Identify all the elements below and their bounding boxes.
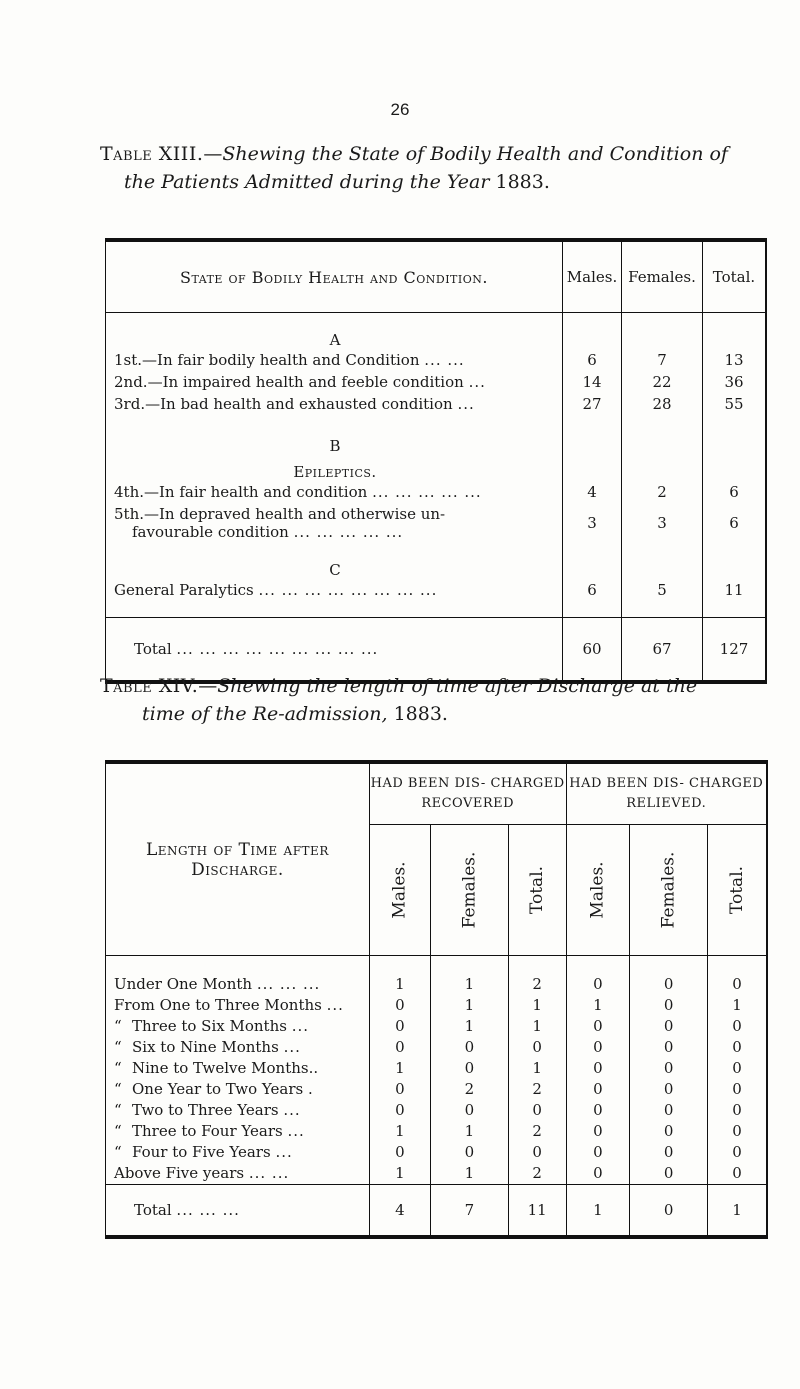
table-row [106, 579, 767, 618]
cell-relieved-males: 0 [566, 1100, 630, 1121]
sub-header-females: Females. [630, 825, 708, 956]
table-13-caption [100, 140, 760, 196]
cell-recovered-females: 2 [431, 1079, 509, 1100]
cell-recovered-females: 1 [431, 956, 509, 996]
total-label: Total [134, 1201, 172, 1219]
cell-recovered-males: 0 [369, 995, 430, 1016]
table-row [106, 995, 768, 1016]
cell-relieved-total: 0 [708, 1037, 768, 1058]
ditto-mark: “ [114, 1038, 122, 1056]
cell-recovered-males: 0 [369, 1100, 430, 1121]
cell-recovered-total: 0 [508, 1037, 566, 1058]
cell-recovered-total: 1 [508, 1058, 566, 1079]
cell-relieved-males: 0 [566, 1142, 630, 1163]
row-label: 1st.—In fair bodily health and Condition [114, 351, 420, 369]
row-leader: ... [275, 1143, 293, 1161]
caption-title-line-1: Shewing the State of Bodily Health and Condition of [222, 143, 728, 165]
caption-dash: — [203, 143, 223, 165]
cell-relieved-total: 0 [708, 1142, 768, 1163]
table-row [106, 481, 767, 503]
row-label: 4th.—In fair health and condition [114, 483, 368, 501]
table-row [106, 956, 768, 996]
cell-recovered-total: 0 [508, 1142, 566, 1163]
table-row [106, 1079, 768, 1100]
cell-relieved-females: 0 [630, 1016, 708, 1037]
row-label: 2nd.—In impaired health and feeble condition [114, 373, 464, 391]
ditto-mark: “ [114, 1059, 122, 1077]
cell-recovered-total: 2 [508, 1079, 566, 1100]
cell-total: 13 [703, 349, 767, 371]
cell-relieved-males: 0 [566, 956, 630, 996]
group-b-label: B [329, 437, 341, 455]
cell-recovered-total: 1 [508, 1016, 566, 1037]
ditto-mark: “ [114, 1101, 122, 1119]
table-row [106, 1142, 768, 1163]
row-label: One Year to Two Years . [132, 1080, 313, 1098]
sub-header-females: Females. [431, 825, 509, 956]
cell-recovered-total: 2 [508, 1163, 566, 1185]
cell-relieved-total: 0 [708, 1100, 768, 1121]
total-relieved-males: 1 [566, 1185, 630, 1238]
cell-recovered-males: 0 [369, 1037, 430, 1058]
row-leader: ... ... ... ... ... ... ... ... ... [176, 640, 379, 658]
table-row [106, 1100, 768, 1121]
row-leader: ... [457, 395, 475, 413]
total-females: 67 [622, 618, 703, 683]
cell-relieved-females: 0 [630, 1142, 708, 1163]
header-total: Total. [703, 240, 767, 313]
cell-relieved-total: 0 [708, 1058, 768, 1079]
table-14 [105, 760, 768, 1239]
total-total: 127 [703, 618, 767, 683]
cell-males: 14 [563, 371, 622, 393]
header-length: Length of Time after Discharge. [106, 762, 370, 956]
total-label: Total [134, 640, 172, 658]
cell-relieved-total: 0 [708, 1163, 768, 1185]
row-label: 3rd.—In bad health and exhausted condition [114, 395, 453, 413]
row-label: Three to Four Years [132, 1122, 283, 1140]
cell-relieved-males: 0 [566, 1079, 630, 1100]
cell-relieved-males: 1 [566, 995, 630, 1016]
row-label: Four to Five Years [132, 1143, 271, 1161]
cell-recovered-total: 2 [508, 1121, 566, 1142]
cell-relieved-males: 0 [566, 1058, 630, 1079]
row-leader: ... ... ... ... ... [372, 483, 482, 501]
cell-total: 36 [703, 371, 767, 393]
cell-relieved-males: 0 [566, 1163, 630, 1185]
cell-males: 3 [563, 503, 622, 543]
cell-recovered-males: 1 [369, 1058, 430, 1079]
cell-total: 6 [703, 481, 767, 503]
table-row [106, 1058, 768, 1079]
table-row [106, 371, 767, 393]
cell-relieved-males: 0 [566, 1016, 630, 1037]
sub-header-males: Males. [566, 825, 630, 956]
cell-relieved-males: 0 [566, 1121, 630, 1142]
cell-relieved-females: 0 [630, 1163, 708, 1185]
cell-total: 6 [703, 503, 767, 543]
row-label: Nine to Twelve Months.. [132, 1059, 319, 1077]
total-males: 60 [563, 618, 622, 683]
ditto-mark: “ [114, 1080, 122, 1098]
header-recovered: HAD BEEN DIS- CHARGED RECOVERED [369, 762, 566, 825]
caption-title-line-1: Shewing the length of time after Discharge at the [217, 675, 698, 697]
cell-relieved-females: 0 [630, 1037, 708, 1058]
sub-header-total: Total. [708, 825, 768, 956]
total-recovered-females: 7 [431, 1185, 509, 1238]
cell-recovered-total: 1 [508, 995, 566, 1016]
cell-relieved-females: 0 [630, 995, 708, 1016]
cell-females: 3 [622, 503, 703, 543]
caption-year: 1883. [393, 703, 448, 725]
cell-total: 55 [703, 393, 767, 415]
ditto-mark: “ [114, 1017, 122, 1035]
cell-females: 5 [622, 579, 703, 618]
row-label: Three to Six Months [132, 1017, 287, 1035]
cell-recovered-males: 0 [369, 1142, 430, 1163]
total-recovered-males: 4 [369, 1185, 430, 1238]
cell-recovered-males: 1 [369, 1121, 430, 1142]
total-recovered-total: 11 [508, 1185, 566, 1238]
cell-relieved-total: 0 [708, 1079, 768, 1100]
cell-relieved-total: 0 [708, 1121, 768, 1142]
cell-females: 7 [622, 349, 703, 371]
header-state: State of Bodily Health and Condition. [106, 240, 563, 313]
cell-recovered-males: 0 [369, 1079, 430, 1100]
cell-recovered-females: 0 [431, 1100, 509, 1121]
header-relieved: HAD BEEN DIS- CHARGED RELIEVED. [566, 762, 767, 825]
row-label: Six to Nine Months [132, 1038, 279, 1056]
table-13 [105, 238, 767, 684]
row-leader: ... [287, 1122, 305, 1140]
cell-recovered-females: 1 [431, 995, 509, 1016]
ditto-mark: “ [114, 1143, 122, 1161]
cell-recovered-total: 2 [508, 956, 566, 996]
table-row [106, 1163, 768, 1185]
table-header-row [106, 240, 767, 313]
cell-males: 6 [563, 579, 622, 618]
row-leader: ... ... [424, 351, 465, 369]
cell-relieved-females: 0 [630, 1121, 708, 1142]
cell-males: 6 [563, 349, 622, 371]
cell-total: 11 [703, 579, 767, 618]
cell-relieved-total: 0 [708, 1016, 768, 1037]
row-leader: ... [326, 996, 344, 1014]
cell-relieved-total: 1 [708, 995, 768, 1016]
row-label: General Paralytics [114, 581, 254, 599]
group-a-label: A [329, 331, 341, 349]
caption-year: 1883. [495, 171, 550, 193]
caption-title-line-2: time of the Re-admission, [142, 703, 388, 725]
table-14-caption [100, 672, 760, 728]
cell-recovered-males: 0 [369, 1016, 430, 1037]
cell-recovered-females: 1 [431, 1121, 509, 1142]
cell-relieved-males: 0 [566, 1037, 630, 1058]
total-relieved-females: 0 [630, 1185, 708, 1238]
cell-recovered-females: 0 [431, 1037, 509, 1058]
row-label: From One to Three Months [114, 996, 322, 1014]
cell-recovered-total: 0 [508, 1100, 566, 1121]
cell-recovered-males: 1 [369, 956, 430, 996]
total-row [106, 1185, 768, 1238]
cell-relieved-females: 0 [630, 1079, 708, 1100]
ditto-mark: “ [114, 1122, 122, 1140]
row-leader: ... [283, 1101, 301, 1119]
table-row [106, 503, 767, 543]
row-leader: ... [283, 1038, 301, 1056]
cell-females: 2 [622, 481, 703, 503]
caption-dash: — [198, 675, 218, 697]
cell-recovered-females: 1 [431, 1016, 509, 1037]
caption-lead: Table XIII. [100, 143, 204, 165]
cell-females: 28 [622, 393, 703, 415]
row-label-line-2: favourable condition [132, 523, 289, 541]
table-row [106, 349, 767, 371]
table-row [106, 1016, 768, 1037]
cell-relieved-females: 0 [630, 1058, 708, 1079]
cell-relieved-total: 0 [708, 956, 768, 996]
group-c-label: C [329, 561, 341, 579]
sub-header-total: Total. [508, 825, 566, 956]
row-label: Two to Three Years [132, 1101, 279, 1119]
row-leader: ... [468, 373, 486, 391]
row-label-line-1: 5th.—In depraved health and otherwise un- [114, 505, 446, 523]
cell-relieved-females: 0 [630, 956, 708, 996]
row-leader: ... ... ... [256, 975, 321, 993]
page-number: 26 [390, 100, 410, 119]
row-leader: ... ... ... [176, 1201, 240, 1219]
cell-females: 22 [622, 371, 703, 393]
cell-males: 4 [563, 481, 622, 503]
header-females: Females. [622, 240, 703, 313]
row-label: Above Five years [114, 1164, 245, 1182]
cell-recovered-females: 0 [431, 1058, 509, 1079]
cell-recovered-females: 1 [431, 1163, 509, 1185]
cell-recovered-males: 1 [369, 1163, 430, 1185]
row-leader: ... ... ... ... ... [293, 523, 404, 541]
table-row [106, 1037, 768, 1058]
row-leader: ... [291, 1017, 310, 1035]
row-leader: ... ... [248, 1164, 290, 1182]
cell-recovered-females: 0 [431, 1142, 509, 1163]
caption-title-line-2: the Patients Admitted during the Year [124, 171, 490, 193]
sub-header-males: Males. [369, 825, 430, 956]
cell-relieved-females: 0 [630, 1100, 708, 1121]
total-relieved-total: 1 [708, 1185, 768, 1238]
table-row [106, 1121, 768, 1142]
group-b-title: Epileptics. [293, 463, 377, 481]
header-males: Males. [563, 240, 622, 313]
row-leader: ... ... ... ... ... ... ... ... [258, 581, 438, 599]
row-label: Under One Month [114, 975, 253, 993]
caption-lead: Table XIV. [100, 675, 199, 697]
table-row [106, 393, 767, 415]
cell-males: 27 [563, 393, 622, 415]
